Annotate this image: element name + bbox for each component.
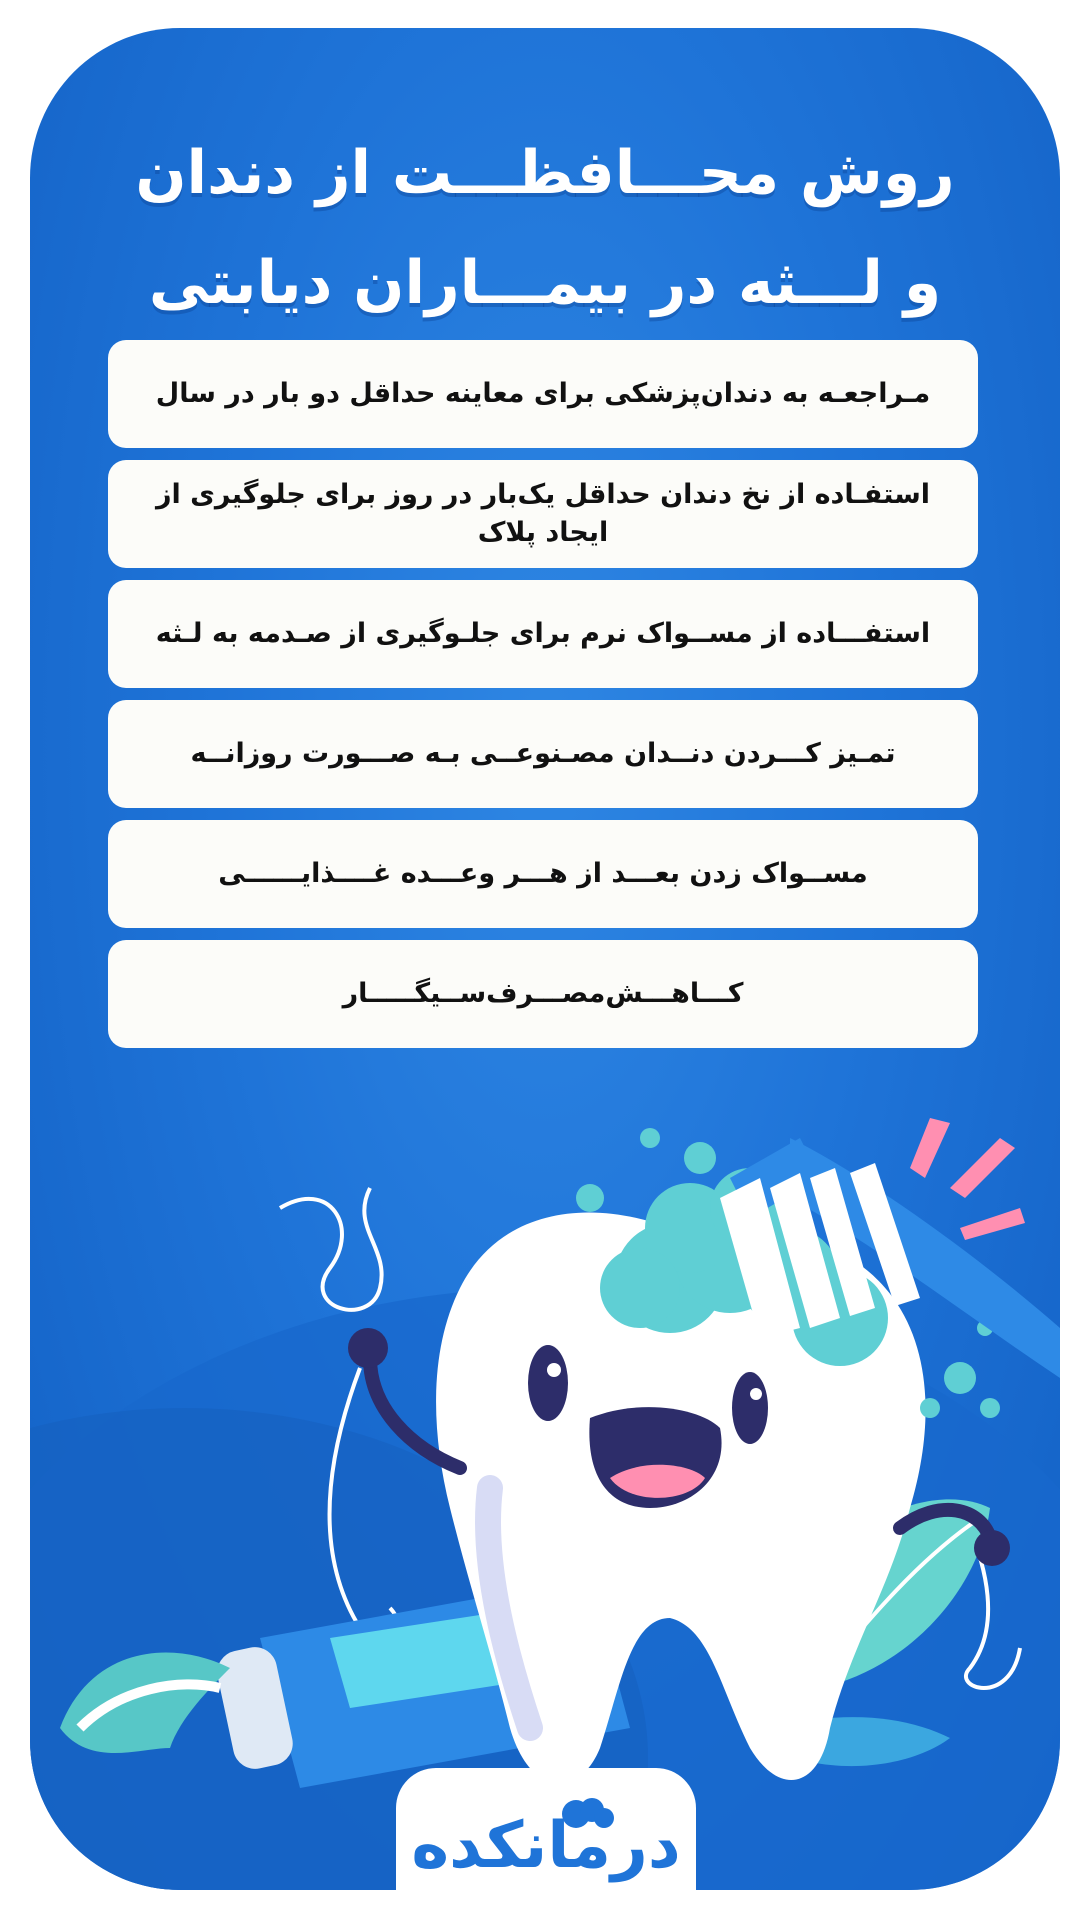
tip-item-denture: تمـیز کـــردن دنــدان مصـنوعــی بـه صـــورت روزانــه — [108, 700, 978, 808]
left-eye-icon — [528, 1345, 568, 1421]
tip-item-checkup: مـراجعـه به دندان‌پزشکی برای معاینه حداقل دو بار در سال — [108, 340, 978, 448]
tip-item-soft-brush: استفـــاده از مســواک نرم برای جلـوگیری از صـدمه به لـثه — [108, 580, 978, 688]
tooth-illustration — [30, 28, 1060, 1890]
infographic-card — [30, 28, 1060, 1890]
tip-item-brush-after-meal: مســواک زدن بعـــد از هـــر وعـــده غــــذایــــــی — [108, 820, 978, 928]
brand-logo-text: درمانکده — [411, 1809, 681, 1883]
tip-item-reduce-smoking: کـــاهـــش‌مصـــرف‌ســیگـــــار — [108, 940, 978, 1048]
dental-floss-icon — [280, 1188, 398, 1645]
brand-logo-tab — [396, 1768, 696, 1890]
tip-item-floss: استفـاده از نخ دندان حداقل یک‌بار در روز برای جلوگیری از ایجاد پلاک — [108, 460, 978, 568]
right-eye-icon — [732, 1372, 768, 1444]
title-line-1: روش محـــافظـــت از دندان — [135, 138, 955, 208]
title-line-2: و لـــثه در بیمـــاران دیابتی — [148, 248, 942, 318]
